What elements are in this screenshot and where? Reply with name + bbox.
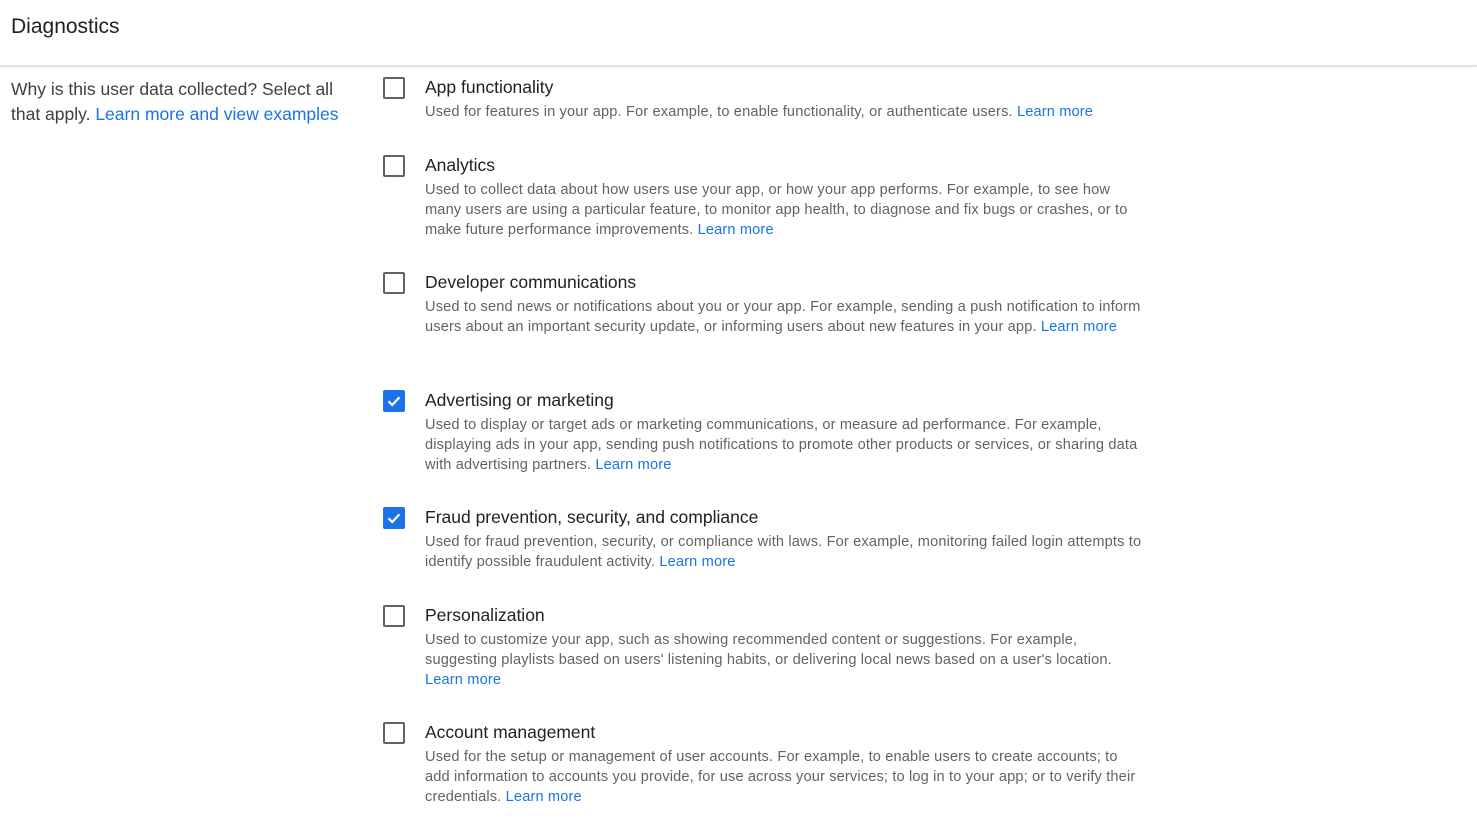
page-header [0, 0, 1477, 66]
check-icon [386, 510, 402, 526]
option-description [425, 415, 1145, 475]
page-title: Diagnostics [11, 15, 120, 38]
option-description-text: Used for fraud prevention, security, or compliance with laws. For example, monitoring failed login attempts to identify possible fraudulent activity. [425, 534, 1142, 570]
checkbox-personalization[interactable] [383, 605, 405, 627]
option-description [425, 102, 1145, 122]
option-description-text: Used for the setup or management of user accounts. For example, to enable users to create accounts; to add information to accounts you provide, for use across your services; to log in to your app; or to verify their credentials. [425, 749, 1136, 805]
checkbox-analytics[interactable] [383, 155, 405, 177]
option-description [425, 180, 1145, 240]
learn-more-link[interactable]: Learn more [505, 789, 582, 805]
option-title: Personalization [425, 605, 545, 625]
option-description-text: Used to customize your app, such as showing recommended content or suggestions. For example, suggesting playlists based on users' listening habits, or delivering local news based on a user's location. [425, 632, 1112, 668]
section-question [11, 77, 361, 127]
option-title: Analytics [425, 155, 496, 175]
learn-more-link[interactable]: Learn more [1016, 104, 1094, 120]
checkbox-developer-communications[interactable] [383, 272, 405, 294]
learn-more-link[interactable]: Learn more [595, 457, 672, 473]
option-title: App functionality [425, 77, 554, 97]
option-description-text: Used to collect data about how users use your app, or how your app performs. For example, to see how many users are using a particular feature, to monitor app health, to diagnose and fix bugs or crashes, or to make future performance improvements. [425, 182, 1128, 238]
option-description-text: Used to send news or notifications about you or your app. For example, sending a push notification to inform users about an important security update, or informing users about new features in your app. [425, 299, 1141, 335]
option-description [425, 630, 1145, 690]
option-description [425, 297, 1145, 337]
option-description [425, 747, 1145, 807]
option-title: Account management [425, 722, 596, 742]
checkbox-fraud-prevention[interactable] [383, 507, 405, 529]
option-description [425, 532, 1145, 572]
learn-more-link[interactable]: Learn more [425, 672, 502, 688]
checkbox-account-management[interactable] [383, 722, 405, 744]
option-title: Advertising or marketing [425, 390, 614, 410]
checkbox-advertising-marketing[interactable] [383, 390, 405, 412]
checkbox-app-functionality[interactable] [383, 77, 405, 99]
learn-more-examples-link[interactable]: Learn more and view examples [95, 104, 339, 124]
learn-more-link[interactable]: Learn more [697, 222, 774, 238]
check-icon [386, 393, 402, 409]
option-title: Fraud prevention, security, and compliance [425, 507, 759, 527]
option-description-text: Used to display or target ads or marketing communications, or measure ad performance. For example, displaying ads in your app, sending push notifications to promote other products or services, or sharing data with advertising partners. [425, 417, 1138, 473]
learn-more-link[interactable]: Learn more [1040, 319, 1118, 335]
option-description-text: Used for features in your app. For example, to enable functionality, or authenticate users. [425, 104, 1013, 120]
learn-more-link[interactable]: Learn more [659, 554, 736, 570]
question-text: Why is this user data collected? Select all that apply. [11, 79, 333, 124]
option-title: Developer communications [425, 272, 637, 292]
